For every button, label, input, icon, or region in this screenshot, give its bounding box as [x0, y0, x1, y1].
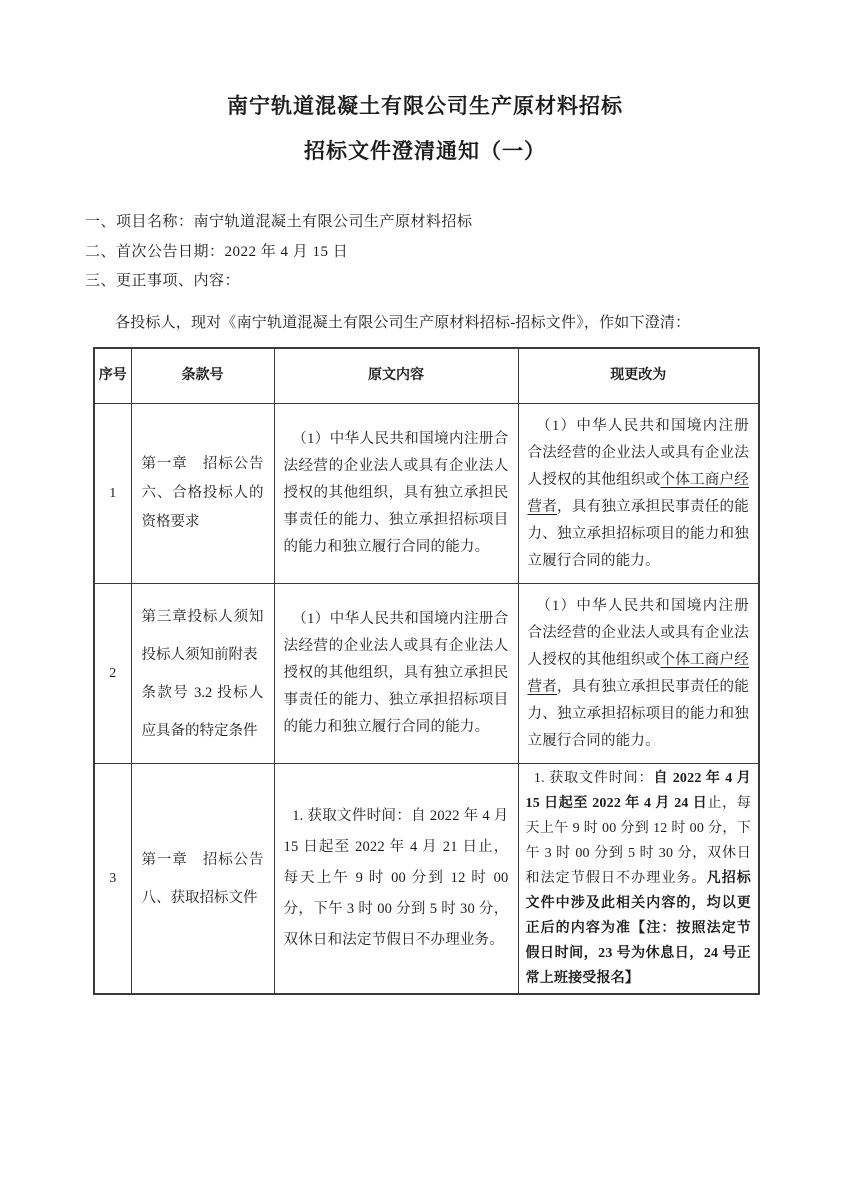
header-seq-no: 序号	[94, 348, 131, 404]
text-segment: 1. 获取文件时间：自 2022 年 4 月 15 日起至 2022 年 4 月 21 日止，每天上午 9 时 00 分到 12 时 00 分，下午 3 时 00 分到 5 时 30 分，双休日和法定节假日不办理业务。	[283, 808, 509, 948]
text-segment: （1）中华人民共和国境内注册合法经营的企业法人或具有企业法人授权的其他组织或	[527, 417, 749, 488]
table-row	[94, 764, 759, 995]
clause-line: 六、合格投标人的资格要求	[141, 485, 264, 530]
bold-text: 凡招标文件中涉及此相关内容的，均以更正后的内容为准【注：按照法定节假日时间，23 号为休息日，24 号正常上班接受报名】	[525, 871, 751, 986]
clause-line: 第一章 招标公告	[141, 851, 264, 868]
original-content-cell	[274, 584, 518, 764]
meta-list	[85, 208, 765, 297]
table-row	[94, 584, 759, 764]
meta-item-first-announcement-date: 二、首次公告日期：2022 年 4 月 15 日	[85, 243, 349, 260]
text-segment: （1）中华人民共和国境内注册合法经营的企业法人或具有企业法人授权的其他组织，具有独立承担民事责任的能力、独立承担招标项目的能力和独立履行合同的能力。	[283, 611, 509, 735]
table-row	[94, 404, 759, 584]
revised-content-cell	[518, 764, 759, 995]
meta-item-correction-content: 三、更正事项、内容：	[85, 273, 241, 289]
title-line-2: 招标文件澄清通知（一）	[304, 139, 546, 163]
text-segment: （1）中华人民共和国境内注册合法经营的企业法人或具有企业法人授权的其他组织，具有独立承担民事责任的能力、独立承担招标项目的能力和独立履行合同的能力。	[283, 431, 509, 555]
document-title	[0, 0, 850, 174]
underlined-text: 个体工商户经营者	[527, 471, 749, 515]
clause-cell	[131, 404, 274, 584]
clause-line: 第三章投标人须知	[141, 608, 264, 625]
row-number: 1	[94, 404, 131, 584]
header-original-content: 原文内容	[274, 348, 518, 404]
meta-item-project-name: 一、项目名称：南宁轨道混凝土有限公司生产原材料招标	[85, 214, 473, 230]
text-segment: ，具有独立承担民事责任的能力、独立承担招标项目的能力和独立履行合同的能力。	[527, 678, 749, 749]
original-content-cell	[274, 404, 518, 584]
table-header-row	[94, 348, 759, 404]
header-revised-content: 现更改为	[518, 348, 759, 404]
title-line-1: 南宁轨道混凝土有限公司生产原材料招标	[227, 94, 623, 118]
revised-content-cell	[518, 404, 759, 584]
text-segment: 止，每天上午 9 时 00 分到 12 时 00 分，下午 3 时 00 分到 5 时 30 分，双休日和法定节假日不办理业务。	[525, 796, 751, 886]
clause-cell	[131, 584, 274, 764]
row-number: 3	[94, 764, 131, 995]
clause-line: 八、获取招标文件	[141, 889, 258, 906]
header-clause-no: 条款号	[131, 348, 274, 404]
clause-cell	[131, 764, 274, 995]
row-number: 2	[94, 584, 131, 764]
text-segment: （1）中华人民共和国境内注册合法经营的企业法人或具有企业法人授权的其他组织或	[527, 597, 749, 668]
text-segment: 1. 获取文件时间：	[533, 771, 654, 786]
bold-text: 自 2022 年 4 月 15 日起至 2022 年 4 月 24 日	[525, 771, 751, 811]
clause-line: 条款号 3.2 投标人应具备的特定条件	[141, 684, 264, 739]
clause-line: 投标人须知前附表	[141, 646, 258, 663]
original-content-cell	[274, 764, 518, 995]
clarification-table	[93, 347, 760, 996]
text-segment: ，具有独立承担民事责任的能力、独立承担招标项目的能力和独立履行合同的能力。	[527, 498, 749, 569]
intro-paragraph: 各投标人，现对《南宁轨道混凝土有限公司生产原材料招标-招标文件》，作如下澄清：	[115, 314, 691, 331]
underlined-text: 个体工商户经营者	[527, 651, 749, 695]
revised-content-cell	[518, 584, 759, 764]
clause-line: 第一章 招标公告	[141, 456, 264, 472]
